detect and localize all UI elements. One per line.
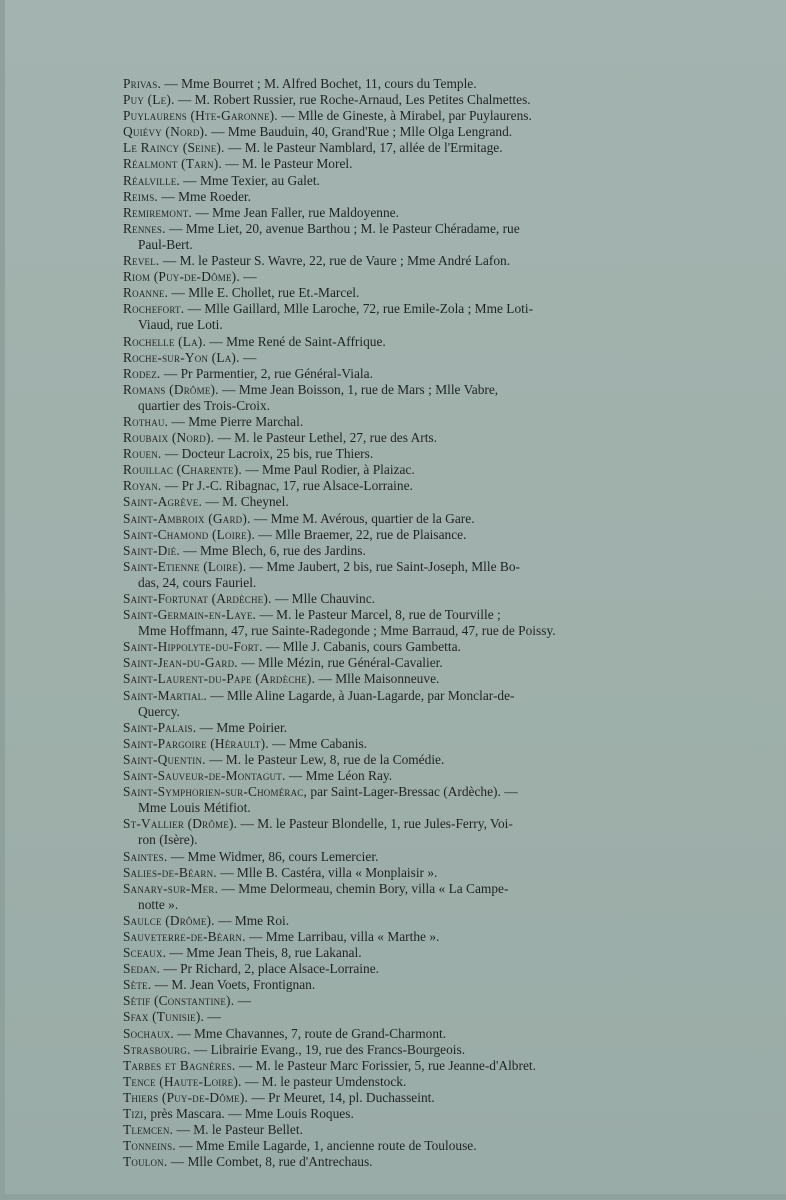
entry-place: Thiers (Puy-de-Dôme). <box>123 1089 249 1105</box>
entry-place: Tonneins. <box>123 1138 176 1154</box>
directory-entry <box>123 1026 663 1042</box>
entry-continuation: ron (Isère). <box>138 832 198 848</box>
entry-text: — M. le Pasteur Lew, 8, rue de la Comédie. <box>205 751 445 767</box>
entry-text: — M. Jean Voets, Frontignan. <box>151 977 316 993</box>
entry-text: — M. le Pasteur Bellet. <box>173 1122 303 1138</box>
directory-entry <box>123 784 663 816</box>
entry-text: — Mme René de Saint-Affrique. <box>206 333 386 349</box>
entry-place: Riom (Puy-de-Dôme). <box>123 269 240 285</box>
entry-text: — Mme Jean Boisson, 1, rue de Mars ; Mlle Vabre, <box>218 381 499 397</box>
entry-place: St-Vallier (Drôme). <box>123 816 238 832</box>
entry-text: près Mascara. — Mme Louis Roques. <box>147 1106 354 1121</box>
entry-text: — Mme Jaubert, 2 bis, rue Saint-Joseph, Mlle Bo- <box>246 558 520 574</box>
entry-place: Sedan. <box>123 961 160 977</box>
entry-text: — Mlle Chauvinc. <box>271 591 375 606</box>
entry-place: Saintes. <box>123 848 168 864</box>
entry-place: Rennes. <box>123 220 166 236</box>
entry-text: — Mlle de Gineste, à Mirabel, par Puylaurens. <box>277 108 532 124</box>
entry-place: Réalmont (Tarn). <box>123 156 222 172</box>
entry-text: par Saint-Lager-Bressac (Ardèche). — <box>307 784 518 800</box>
entry-place: Toulon. <box>123 1154 168 1170</box>
directory-entry <box>123 366 663 382</box>
entry-text: — Mme Widmer, 86, cours Lemercier. <box>167 848 379 864</box>
entry-text: — Mlle Aline Lagarde, à Juan-Lagarde, par Monclar-de- <box>206 687 515 703</box>
directory-entry <box>123 865 663 881</box>
entry-place: Roanne. <box>123 285 169 301</box>
entry-text: — Mme Roeder. <box>157 188 251 204</box>
entry-text: — <box>239 349 257 365</box>
directory-entry <box>123 189 663 205</box>
directory-entry <box>123 720 663 736</box>
entry-place: Saulce (Drôme). <box>123 912 215 928</box>
entry-place: Tence (Haute-Loire). <box>123 1073 242 1089</box>
entry-text: — Librairie Evang., 19, rue des Francs-Bourgeois. <box>190 1041 466 1057</box>
directory-entry <box>123 929 663 945</box>
entry-place: Roche-sur-Yon (La). <box>123 349 240 365</box>
directory-entry <box>123 961 663 977</box>
entry-place: Sceaux. <box>123 945 167 961</box>
entry-text: — Mme Paul Rodier, à Plaizac. <box>241 462 415 478</box>
directory-entry <box>123 140 663 156</box>
directory-entry <box>123 977 663 993</box>
entry-place: Réalville. <box>123 172 180 188</box>
directory-entry <box>123 430 663 446</box>
entry-place: Romans (Drôme). <box>123 381 219 397</box>
directory-entry <box>123 1090 663 1106</box>
entry-text: — Mlle Combet, 8, rue d'Antrechaus. <box>167 1154 373 1170</box>
directory-entry <box>123 221 663 253</box>
entry-text: — Mme Bourret ; M. Alfred Bochet, 11, cours du Temple. <box>161 76 477 91</box>
directory-entry <box>123 639 663 655</box>
entry-text: — Mme M. Avérous, quartier de la Gare. <box>250 510 475 526</box>
directory-entry <box>123 301 663 333</box>
entry-place: Le Raincy (Seine). <box>123 140 225 156</box>
entry-text: — M. le Pasteur Blondelle, 1, rue Jules-Ferry, Voi- <box>237 816 513 832</box>
entry-place: Rouen. <box>123 446 162 462</box>
entry-place: Remiremont. <box>123 204 192 220</box>
entry-continuation: quartier des Trois-Croix. <box>138 397 271 413</box>
directory-entry <box>123 285 663 301</box>
page-bottom-edge <box>5 1194 786 1200</box>
entry-place: Saint-Symphorien-sur-Chomérac, <box>123 784 308 800</box>
entry-text: — Mlle J. Cabanis, cours Gambetta. <box>262 639 461 655</box>
entry-place: Sauveterre-de-Béarn. <box>123 928 246 944</box>
entry-continuation: Mme Louis Métifiot. <box>138 800 251 816</box>
directory-entry <box>123 752 663 768</box>
entry-text: — Docteur Lacroix, 25 bis, rue Thiers. <box>161 446 374 462</box>
directory-entry <box>123 478 663 494</box>
entry-text: — Mme Pierre Marchal. <box>168 413 304 429</box>
entry-text: — Pr Parmentier, 2, rue Général-Viala. <box>160 365 373 381</box>
entry-text: — Mme Jean Faller, rue Maldoyenne. <box>191 204 399 220</box>
entry-place: Tizi, <box>123 1106 148 1121</box>
entry-place: Reims. <box>123 188 158 204</box>
directory-entry <box>123 945 663 961</box>
entry-place: Privas. <box>123 76 162 91</box>
entry-place: Saint-Chamond (Loire). <box>123 526 256 542</box>
entry-text: — Mme Emile Lagarde, 1, ancienne route de Toulouse. <box>175 1138 477 1154</box>
directory-entry <box>123 1106 663 1122</box>
entry-text: — Mlle B. Castéra, villa « Monplaisir ». <box>216 864 438 880</box>
entry-text: — Mme Texier, au Galet. <box>179 172 320 188</box>
entry-place: Saint-Germain-en-Laye. <box>123 607 257 623</box>
entry-text: — Pr J.-C. Ribagnac, 17, rue Alsace-Lorraine. <box>161 478 413 494</box>
directory-entry <box>123 768 663 784</box>
entry-place: Sochaux. <box>123 1025 174 1041</box>
entry-place: Tlemcen. <box>123 1122 174 1138</box>
directory-entry <box>123 1009 663 1025</box>
entry-place: Sanary-sur-Mer. <box>123 880 219 896</box>
entry-text: — Mme Bauduin, 40, Grand'Rue ; Mlle Olga Lengrand. <box>207 124 513 140</box>
entry-text: — M. le Pasteur Marcel, 8, rue de Tourville ; <box>256 607 501 623</box>
directory-entry <box>123 334 663 350</box>
entry-place: Saint-Jean-du-Gard. <box>123 655 238 671</box>
entry-place: Saint-Ambroix (Gard). <box>123 510 251 526</box>
entry-place: Roubaix (Nord). <box>123 430 215 446</box>
directory-entry <box>123 350 663 366</box>
entry-place: Sétif (Constantine). <box>123 993 235 1009</box>
entry-place: Rochelle (La). <box>123 333 207 349</box>
directory-entry <box>123 993 663 1009</box>
entry-continuation: Paul-Bert. <box>138 236 193 252</box>
entry-text: — Mlle Gaillard, Mlle Laroche, 72, rue Emile-Zola ; Mme Loti- <box>184 301 534 317</box>
entry-continuation: Mme Hoffmann, 47, rue Sainte-Radegonde ; Mme Barraud, 47, rue de Poissy. <box>138 623 556 639</box>
entry-place: Saint-Martial. <box>123 687 207 703</box>
directory-entry <box>123 688 663 720</box>
directory-entry <box>123 543 663 559</box>
directory-entry <box>123 655 663 671</box>
entry-place: Rothau. <box>123 413 169 429</box>
directory-entry <box>123 511 663 527</box>
entry-continuation: das, 24, cours Fauriel. <box>138 574 257 590</box>
entry-place: Saint-Dié. <box>123 542 180 558</box>
entry-text: — M. le Pasteur Namblard, 17, allée de l'Ermitage. <box>224 140 503 156</box>
entry-continuation: Quercy. <box>138 703 180 719</box>
directory-entry <box>123 736 663 752</box>
entry-text: — Mme Blech, 6, rue des Jardins. <box>179 542 366 558</box>
directory-entry <box>123 92 663 108</box>
directory-entry <box>123 462 663 478</box>
entry-place: Royan. <box>123 478 162 494</box>
directory-entry <box>123 156 663 172</box>
directory-entry <box>123 173 663 189</box>
entry-continuation: notte ». <box>138 896 179 912</box>
entry-text: — Mlle Braemer, 22, rue de Plaisance. <box>255 526 467 542</box>
directory-entry <box>123 816 663 848</box>
directory-entry <box>123 527 663 543</box>
entry-continuation: Viaud, rue Loti. <box>138 317 223 333</box>
entry-place: Saint-Pargoire (Hérault). <box>123 735 269 751</box>
entry-place: Saint-Agrève. <box>123 494 203 510</box>
directory-entry <box>123 205 663 221</box>
entry-place: Puy (Le). <box>123 92 175 108</box>
directory-entry <box>123 913 663 929</box>
directory-entry <box>123 414 663 430</box>
entry-text: — Mlle Mézin, rue Général-Cavalier. <box>237 655 443 671</box>
directory-entry <box>123 1138 663 1154</box>
directory-entry <box>123 671 663 687</box>
directory-entry <box>123 849 663 865</box>
entry-place: Rouillac (Charente). <box>123 462 242 478</box>
entry-text: — M. le Pasteur Lethel, 27, rue des Arts. <box>214 430 437 446</box>
directory-entry <box>123 76 663 92</box>
entry-place: Salies-de-Béarn. <box>123 864 217 880</box>
entry-text: — Mme Larribau, villa « Marthe ». <box>245 928 440 944</box>
directory-entry <box>123 108 663 124</box>
entry-text: — Mme Delormeau, chemin Bory, villa « La Campe- <box>218 880 509 896</box>
entry-place: Revel. <box>123 253 160 269</box>
directory-entry <box>123 269 663 285</box>
entry-text: — Mme Liet, 20, avenue Barthou ; M. le Pasteur Chéradame, rue <box>165 220 520 236</box>
entry-text: — <box>204 1009 221 1025</box>
directory-entry <box>123 1042 663 1058</box>
entry-text: — Mme Cabanis. <box>268 735 367 751</box>
entry-place: Saint-Quentin. <box>123 751 206 767</box>
entry-place: Saint-Laurent-du-Pape (Ardèche). <box>123 671 316 687</box>
directory-entry <box>123 1122 663 1138</box>
entry-text: — Mme Jean Theis, 8, rue Lakanal. <box>166 945 362 961</box>
entry-text: — M. le pasteur Umdenstock. <box>241 1073 407 1089</box>
entry-text: — Mme Poirier. <box>196 719 288 735</box>
entry-place: Rochefort. <box>123 301 185 317</box>
directory-entry <box>123 1154 663 1170</box>
entry-text: — <box>234 993 252 1009</box>
entry-place: Saint-Etienne (Loire). <box>123 558 247 574</box>
directory-entry <box>123 382 663 414</box>
entry-place: Sète. <box>123 977 152 993</box>
directory-entry <box>123 494 663 510</box>
directory-entry <box>123 124 663 140</box>
entry-text: — M. Robert Russier, rue Roche-Arnaud, Les Petites Chalmettes. <box>174 92 531 108</box>
entry-place: Puylaurens (Hte-Garonne). <box>123 108 278 124</box>
entry-text: — Mme Chavannes, 7, route de Grand-Charmont. <box>173 1025 447 1041</box>
directory-entry <box>123 446 663 462</box>
entry-text: — M. le Pasteur Morel. <box>221 156 353 172</box>
directory-entry <box>123 591 663 607</box>
entry-text: — M. Cheynel. <box>202 494 289 510</box>
directory-entry <box>123 607 663 639</box>
entry-text: — Pr Richard, 2, place Alsace-Lorraine. <box>160 961 380 977</box>
entry-place: Sfax (Tunisie). <box>123 1009 205 1025</box>
directory-list <box>123 76 663 1170</box>
entry-place: Quiévy (Nord). <box>123 124 208 140</box>
entry-place: Saint-Hippolyte-du-Fort. <box>123 639 263 655</box>
entry-text: — Mlle Maisonneuve. <box>315 671 440 687</box>
directory-entry <box>123 881 663 913</box>
entry-place: Saint-Sauveur-de-Montagut. <box>123 768 286 784</box>
directory-entry <box>123 253 663 269</box>
directory-entry <box>123 1058 663 1074</box>
entry-place: Saint-Palais. <box>123 719 197 735</box>
entry-text: — Mlle E. Chollet, rue Et.-Marcel. <box>168 285 360 301</box>
entry-text: — M. le Pasteur Marc Forissier, 5, rue Jeanne-d'Albret. <box>235 1057 536 1073</box>
directory-entry <box>123 559 663 591</box>
entry-place: Strasbourg. <box>123 1041 191 1057</box>
directory-entry <box>123 1074 663 1090</box>
entry-text: — Mme Léon Ray. <box>285 768 393 784</box>
entry-text: — Pr Meuret, 14, pl. Duchasseint. <box>248 1089 435 1105</box>
entry-text: — Mme Roi. <box>214 912 290 928</box>
entry-text: — M. le Pasteur S. Wavre, 22, rue de Vaure ; Mme André Lafon. <box>159 253 511 269</box>
entry-text: — <box>239 269 257 285</box>
entry-place: Saint-Fortunat (Ardèche). <box>123 591 272 606</box>
entry-place: Rodez. <box>123 365 161 381</box>
entry-place: Tarbes et Bagnères. <box>123 1057 236 1073</box>
